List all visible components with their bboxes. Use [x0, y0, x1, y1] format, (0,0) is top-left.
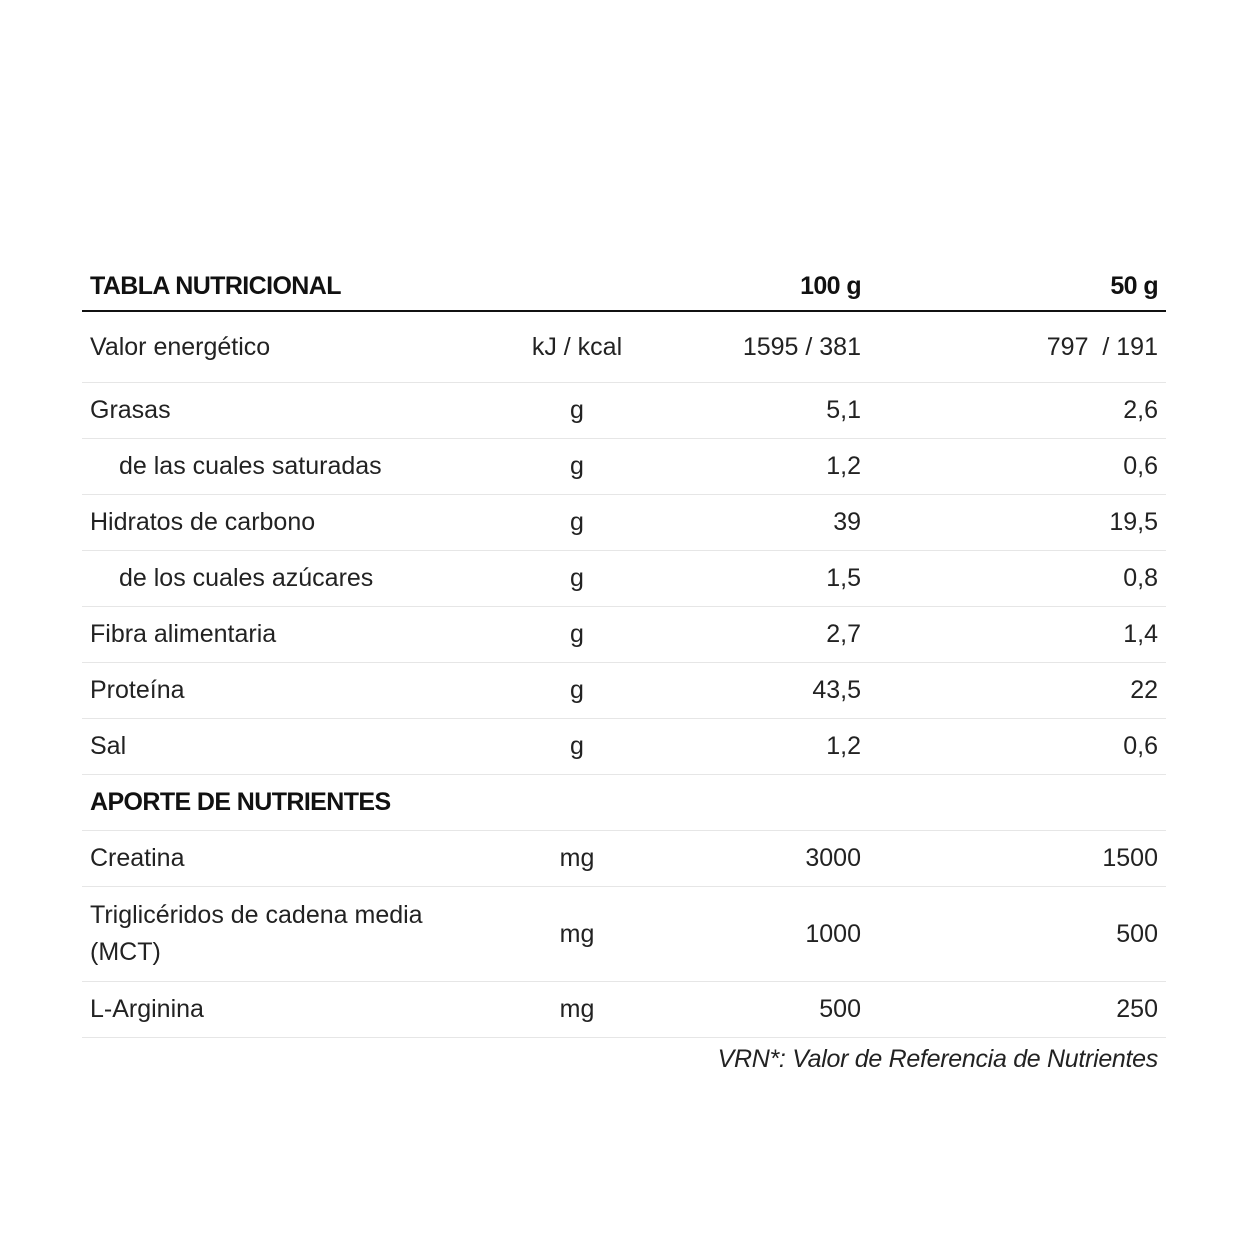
value-per-100g: 3000	[652, 831, 869, 887]
per-50g-column-header: 50 g	[869, 262, 1166, 311]
value-per-50g: 1,4	[869, 607, 1166, 663]
value-per-50g: 1500	[869, 831, 1166, 887]
table-row	[82, 495, 1166, 551]
value-per-100g: 5,1	[652, 383, 869, 439]
nutrient-unit: g	[502, 551, 652, 607]
unit-column-header	[502, 262, 652, 311]
nutrient-unit: mg	[502, 887, 652, 982]
value-per-100g: 500	[652, 982, 869, 1038]
value-per-100g: 1,2	[652, 719, 869, 775]
value-per-50g: 500	[869, 887, 1166, 982]
value-per-100g: 1,2	[652, 439, 869, 495]
table-row	[82, 663, 1166, 719]
value-per-50g: 250	[869, 982, 1166, 1038]
value-per-100g: 1,5	[652, 551, 869, 607]
table-row	[82, 887, 1166, 982]
nutrient-unit: mg	[502, 831, 652, 887]
value-per-50g: 2,6	[869, 383, 1166, 439]
nutrient-name: de los cuales azúcares	[82, 551, 502, 607]
per-100g-column-header: 100 g	[652, 262, 869, 311]
table-row	[82, 831, 1166, 887]
section-title: APORTE DE NUTRIENTES	[82, 775, 1166, 831]
table-row	[82, 383, 1166, 439]
nutrient-name: Hidratos de carbono	[82, 495, 502, 551]
nutrient-name: Proteína	[82, 663, 502, 719]
table-row	[82, 439, 1166, 495]
nutrient-name: de las cuales saturadas	[82, 439, 502, 495]
nutrient-name-text: Triglicéridos de cadena media (MCT)	[90, 901, 423, 966]
value-per-100g: 2,7	[652, 607, 869, 663]
nutrient-unit: g	[502, 663, 652, 719]
nutrient-name: Creatina	[82, 831, 502, 887]
table-row	[82, 551, 1166, 607]
nutrient-name: L-Arginina	[82, 982, 502, 1038]
nutrient-unit: g	[502, 495, 652, 551]
table-row	[82, 607, 1166, 663]
nutrient-unit: g	[502, 439, 652, 495]
section-header-row	[82, 775, 1166, 831]
value-per-50g: 22	[869, 663, 1166, 719]
table-row	[82, 719, 1166, 775]
value-per-100g: 43,5	[652, 663, 869, 719]
table-row	[82, 982, 1166, 1038]
table-row	[82, 311, 1166, 383]
nutrient-name: Fibra alimentaria	[82, 607, 502, 663]
nutrient-unit: g	[502, 719, 652, 775]
nutrient-name: Valor energético	[82, 311, 502, 383]
value-per-100g: 1000	[652, 887, 869, 982]
value-per-50g: 0,6	[869, 439, 1166, 495]
table-title: TABLA NUTRICIONAL	[82, 262, 502, 311]
nutrient-unit: mg	[502, 982, 652, 1038]
nutrient-name: Sal	[82, 719, 502, 775]
value-per-50g: 0,8	[869, 551, 1166, 607]
nutrition-table	[82, 262, 1166, 1038]
value-per-50g: 0,6	[869, 719, 1166, 775]
value-per-100g: 1595 / 381	[652, 311, 869, 383]
value-per-50g: 797 / 191	[869, 311, 1166, 383]
value-per-50g: 19,5	[869, 495, 1166, 551]
nutrient-name: Grasas	[82, 383, 502, 439]
nutrient-name	[82, 887, 502, 982]
table-header-row	[82, 262, 1166, 311]
nutrient-unit: g	[502, 607, 652, 663]
value-per-100g: 39	[652, 495, 869, 551]
nutrient-unit: kJ / kcal	[502, 311, 652, 383]
nutrient-unit: g	[502, 383, 652, 439]
footnote: VRN*: Valor de Referencia de Nutrientes	[717, 1045, 1158, 1073]
